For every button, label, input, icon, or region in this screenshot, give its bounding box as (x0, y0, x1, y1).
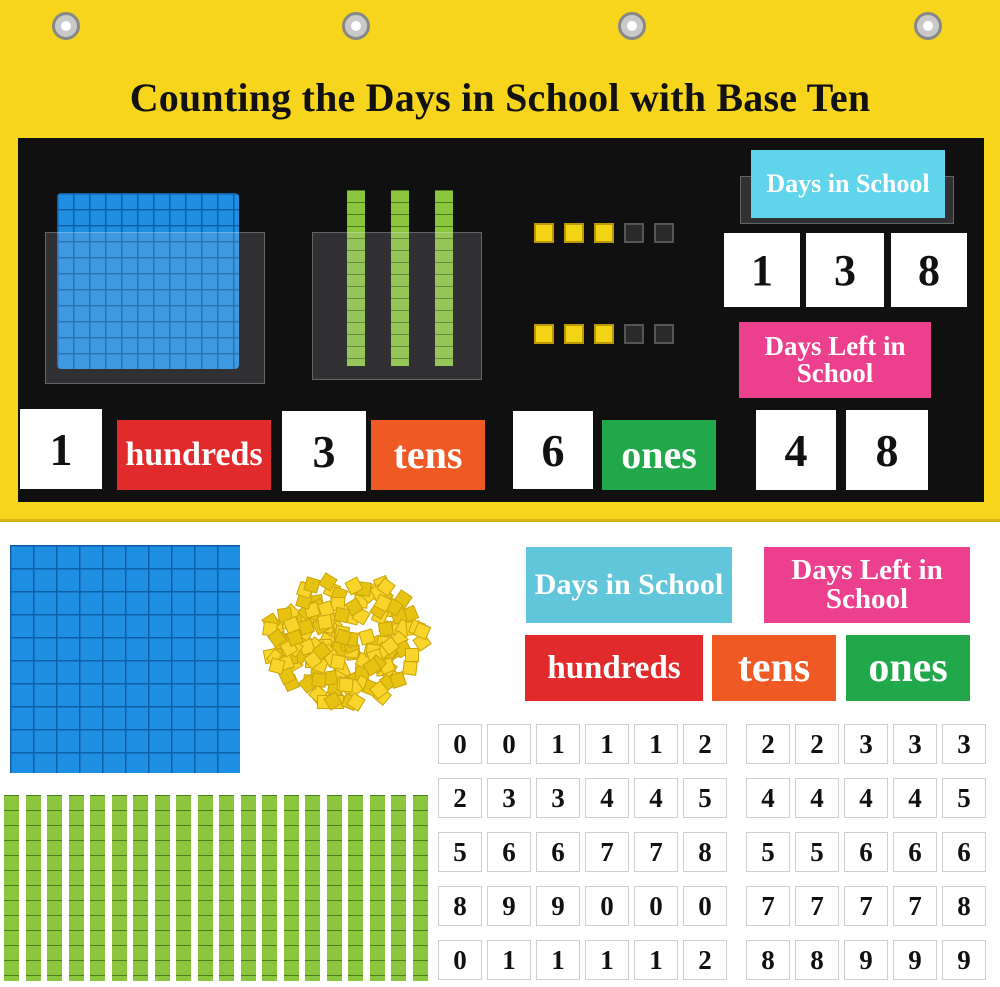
number-card: 4 (634, 778, 678, 818)
tens-rod (413, 795, 428, 981)
grommet-icon (618, 12, 646, 40)
number-card: 8 (438, 886, 482, 926)
days-left-ones-digit: 8 (846, 410, 928, 490)
tens-rod (284, 795, 299, 981)
number-card: 9 (536, 886, 580, 926)
number-card: 7 (893, 886, 937, 926)
number-card: 7 (795, 886, 839, 926)
number-card: 7 (634, 832, 678, 872)
unit-cube-empty (654, 324, 674, 344)
unit-cube (378, 621, 394, 637)
number-cards-grid (438, 724, 998, 982)
loose-hundreds-flat (10, 545, 240, 773)
number-card: 8 (942, 886, 986, 926)
hundreds-value-card: 1 (20, 409, 102, 489)
loose-ones-label: ones (846, 635, 970, 701)
number-card: 0 (634, 886, 678, 926)
ones-label: ones (602, 420, 716, 490)
loose-days-left-label: Days Left in School (764, 547, 970, 623)
number-card: 1 (634, 940, 678, 980)
tens-rods-set (0, 795, 432, 983)
grommet-icon (52, 12, 80, 40)
unit-cubes-pile (258, 565, 433, 715)
number-card: 1 (585, 724, 629, 764)
unit-cube (564, 223, 584, 243)
number-card: 0 (438, 724, 482, 764)
number-card: 6 (893, 832, 937, 872)
tens-rod (198, 795, 213, 981)
unit-cube (594, 223, 614, 243)
unit-cube (594, 324, 614, 344)
number-card: 5 (942, 778, 986, 818)
number-card: 5 (746, 832, 790, 872)
tens-value-card: 3 (282, 411, 366, 491)
tens-rod (69, 795, 84, 981)
number-card: 9 (844, 940, 888, 980)
number-card: 7 (585, 832, 629, 872)
days-in-school-tens-digit: 3 (806, 233, 884, 307)
tens-rod (133, 795, 148, 981)
unit-cube (311, 673, 327, 689)
loose-days-in-school-label: Days in School (526, 547, 732, 623)
unit-cube (338, 677, 353, 692)
unit-cube (303, 576, 320, 593)
tens-rod (305, 795, 320, 981)
number-card: 0 (585, 886, 629, 926)
unit-cube (317, 614, 333, 630)
number-card: 8 (795, 940, 839, 980)
tens-rod (176, 795, 191, 981)
number-card: 1 (536, 940, 580, 980)
number-card: 4 (893, 778, 937, 818)
number-card: 4 (746, 778, 790, 818)
number-card: 0 (487, 724, 531, 764)
tens-rod (262, 795, 277, 981)
number-card: 1 (536, 724, 580, 764)
tens-rod (90, 795, 105, 981)
tens-label: tens (371, 420, 485, 490)
unit-cube-empty (624, 324, 644, 344)
tens-rod (26, 795, 41, 981)
chart-title: Counting the Days in School with Base Ten (129, 75, 871, 120)
ones-value-card: 6 (513, 411, 593, 489)
number-card: 2 (795, 724, 839, 764)
tens-rod (112, 795, 127, 981)
tens-rod (241, 795, 256, 981)
number-card: 2 (683, 724, 727, 764)
number-card: 3 (844, 724, 888, 764)
loose-hundreds-label: hundreds (525, 635, 703, 701)
number-card: 3 (487, 778, 531, 818)
ones-cubes-row-top (534, 223, 674, 243)
tens-rod (155, 795, 170, 981)
grommet-icon (914, 12, 942, 40)
number-card: 1 (634, 724, 678, 764)
loose-tens-label: tens (712, 635, 836, 701)
number-card: 9 (487, 886, 531, 926)
number-card: 4 (844, 778, 888, 818)
number-card: 9 (893, 940, 937, 980)
number-card: 3 (536, 778, 580, 818)
unit-cube (330, 654, 346, 670)
days-in-school-hundreds-digit: 1 (724, 233, 800, 307)
number-card: 3 (942, 724, 986, 764)
number-card: 6 (942, 832, 986, 872)
days-left-tens-digit: 4 (756, 410, 836, 490)
clear-sleeve (45, 232, 265, 384)
number-card: 0 (438, 940, 482, 980)
number-card: 6 (844, 832, 888, 872)
grommet-icon (342, 12, 370, 40)
number-card: 1 (487, 940, 531, 980)
number-card: 5 (683, 778, 727, 818)
unit-cube (564, 324, 584, 344)
number-card: 9 (942, 940, 986, 980)
hundreds-label: hundreds (117, 420, 271, 490)
number-card: 8 (683, 832, 727, 872)
clear-sleeve (312, 232, 482, 380)
number-card: 7 (746, 886, 790, 926)
unit-cube (405, 648, 419, 662)
number-card: 3 (893, 724, 937, 764)
number-card: 0 (683, 886, 727, 926)
unit-cube (402, 660, 418, 676)
unit-cube-empty (654, 223, 674, 243)
number-card: 8 (746, 940, 790, 980)
days-in-school-label: Days in School (751, 150, 945, 218)
ones-cubes-row-bottom (534, 324, 674, 344)
tens-rod (47, 795, 62, 981)
number-card: 6 (487, 832, 531, 872)
number-card: 5 (438, 832, 482, 872)
number-card: 2 (746, 724, 790, 764)
number-card: 2 (438, 778, 482, 818)
number-card: 2 (683, 940, 727, 980)
unit-cube (534, 223, 554, 243)
days-left-label: Days Left in School (739, 322, 931, 398)
number-card: 1 (585, 940, 629, 980)
number-card: 7 (844, 886, 888, 926)
tens-rod (348, 795, 363, 981)
tens-rod (370, 795, 385, 981)
tens-rod (391, 795, 406, 981)
tens-rod (327, 795, 342, 981)
tens-rod (219, 795, 234, 981)
unit-cube-empty (624, 223, 644, 243)
number-card: 4 (585, 778, 629, 818)
unit-cube (534, 324, 554, 344)
unit-cube (333, 606, 350, 623)
number-card: 6 (536, 832, 580, 872)
number-card: 4 (795, 778, 839, 818)
days-in-school-ones-digit: 8 (891, 233, 967, 307)
tens-rod (4, 795, 19, 981)
number-card: 5 (795, 832, 839, 872)
